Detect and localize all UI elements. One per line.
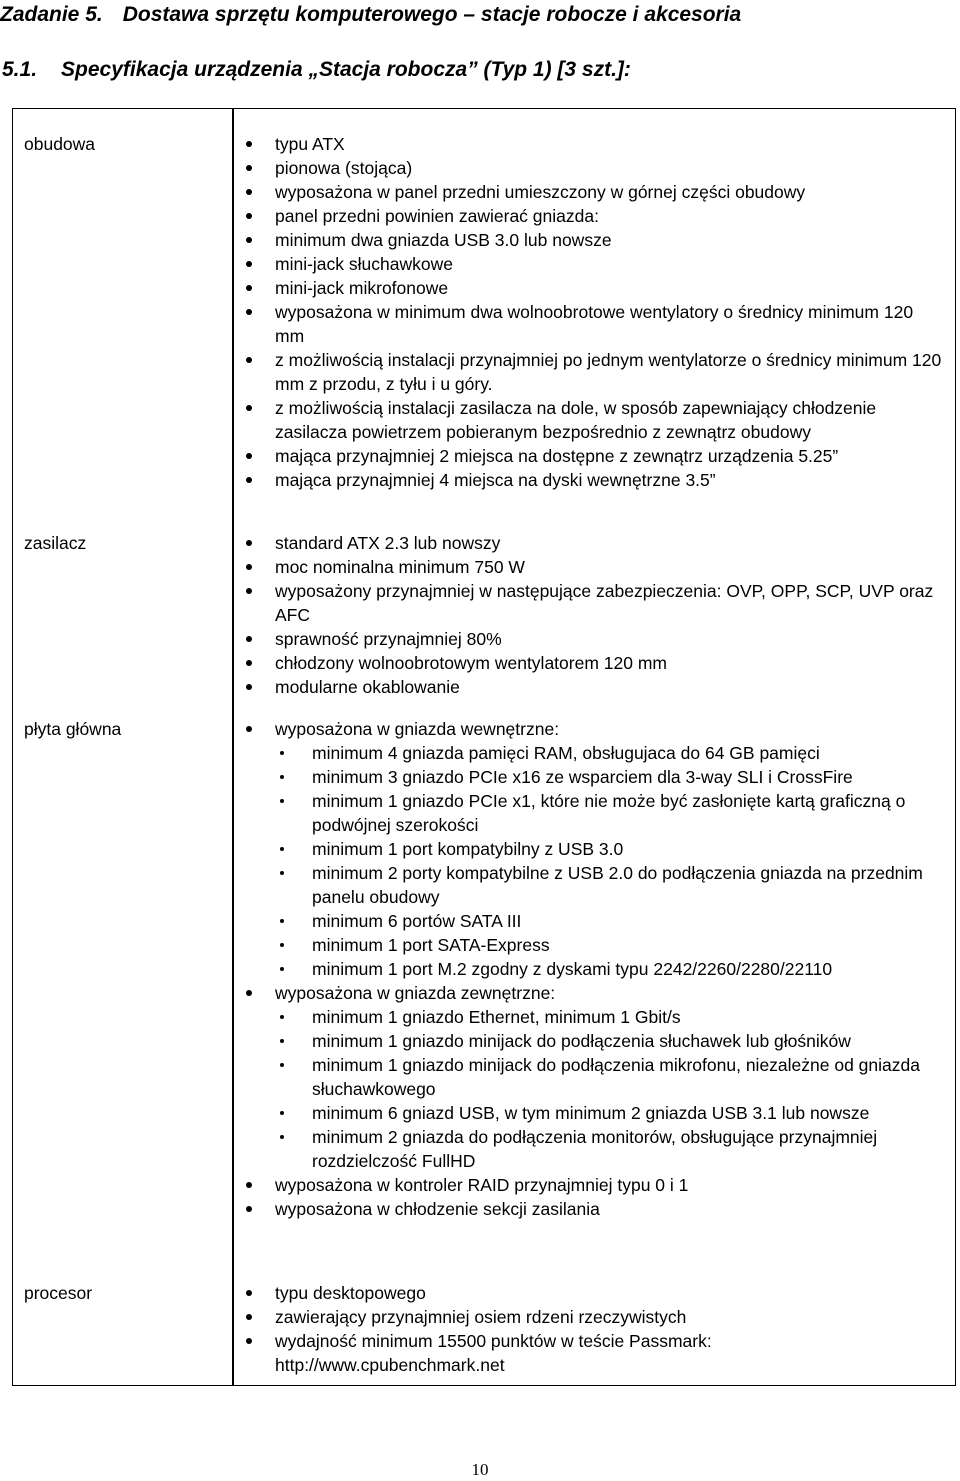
sub-list-item: minimum 1 port SATA-Express (275, 933, 945, 957)
list-item: minimum dwa gniazda USB 3.0 lub nowsze (275, 228, 945, 252)
list-item: standard ATX 2.3 lub nowszy (275, 531, 945, 555)
list-item: chłodzony wolnoobrotowym wentylatorem 120 mm (275, 651, 945, 675)
list-item: typu desktopowego (275, 1281, 945, 1305)
column-divider (232, 109, 234, 1385)
list-item: mini-jack mikrofonowe (275, 276, 945, 300)
section-heading (2, 58, 631, 82)
sub-list-item: minimum 1 port M.2 zgodny z dyskami typu 2242/2260/2280/22110 (275, 957, 945, 981)
section-title: Specyfikacja urządzenia „Stacja robocza” (Typ 1) [3 szt.]: (61, 58, 631, 81)
sub-list-item: minimum 1 gniazdo Ethernet, minimum 1 Gbit/s (275, 1005, 945, 1029)
obudowa-list (275, 132, 945, 492)
list-item: z możliwością instalacji zasilacza na dole, w sposób zapewniający chłodzenie zasilacza powietrzem pobieranym bezpośrednio z zewnątrz obudowy (275, 396, 945, 444)
row-label-procesor: procesor (24, 1283, 93, 1303)
list-item: mini-jack słuchawkowe (275, 252, 945, 276)
list-item: modularne okablowanie (275, 675, 945, 699)
external-ports-sublist (275, 1005, 945, 1173)
list-item-internal-ports (275, 717, 945, 981)
list-item: wyposażona w panel przedni umieszczony w górnej części obudowy (275, 180, 945, 204)
list-item: panel przedni powinien zawierać gniazda: (275, 204, 945, 228)
list-item: wyposażona w chłodzenie sekcji zasilania (275, 1197, 945, 1221)
list-item: wyposażony przynajmniej w następujące zabezpieczenia: OVP, OPP, SCP, UVP oraz AFC (275, 579, 945, 627)
list-item-text: wyposażona w gniazda zewnętrzne: (275, 983, 556, 1003)
sub-list-item: minimum 1 port kompatybilny z USB 3.0 (275, 837, 945, 861)
sub-list-item: minimum 1 gniazdo minijack do podłączenia słuchawek lub głośników (275, 1029, 945, 1053)
zasilacz-list (275, 531, 945, 699)
list-item: z możliwością instalacji przynajmniej po jednym wentylatorze o średnicy minimum 120 mm z przodu, z tyłu i u góry. (275, 348, 945, 396)
sub-list-item: minimum 2 porty kompatybilne z USB 2.0 do podłączenia gniazda na przednim panelu obudowy (275, 861, 945, 909)
list-item-text: wyposażona w gniazda wewnętrzne: (275, 719, 560, 739)
sub-list-item: minimum 6 portów SATA III (275, 909, 945, 933)
task-heading (0, 3, 741, 27)
list-item: sprawność przynajmniej 80% (275, 627, 945, 651)
sub-list-item: minimum 2 gniazda do podłączenia monitorów, obsługujące przynajmniej rozdzielczość FullHD (275, 1125, 945, 1173)
page-number: 10 (471, 1460, 489, 1479)
list-item: zawierający przynajmniej osiem rdzeni rzeczywistych (275, 1305, 945, 1329)
list-item: mająca przynajmniej 4 miejsca na dyski wewnętrzne 3.5” (275, 468, 945, 492)
list-item: pionowa (stojąca) (275, 156, 945, 180)
sub-list-item: minimum 6 gniazd USB, w tym minimum 2 gniazda USB 3.1 lub nowsze (275, 1101, 945, 1125)
list-item-external-ports (275, 981, 945, 1173)
sub-list-item: minimum 1 gniazdo PCIe x1, które nie może być zasłonięte kartą graficzną o podwójnej szerokości (275, 789, 945, 837)
sub-list-item: minimum 1 gniazdo minijack do podłączenia mikrofonu, niezależne od gniazda słuchawkowego (275, 1053, 945, 1101)
list-item: moc nominalna minimum 750 W (275, 555, 945, 579)
plyta-glowna-list (275, 717, 945, 1221)
list-item: typu ATX (275, 132, 945, 156)
procesor-list (275, 1281, 945, 1377)
internal-ports-sublist (275, 741, 945, 981)
sub-list-item: minimum 4 gniazda pamięci RAM, obsługujaca do 64 GB pamięci (275, 741, 945, 765)
sub-list-item: minimum 3 gniazdo PCIe x16 ze wsparciem dla 3-way SLI i CrossFire (275, 765, 945, 789)
list-item: wyposażona w kontroler RAID przynajmniej typu 0 i 1 (275, 1173, 945, 1197)
row-label-zasilacz: zasilacz (24, 533, 87, 553)
task-title: Dostawa sprzętu komputerowego – stacje robocze i akcesoria (122, 3, 742, 26)
list-item: wydajność minimum 15500 punktów w teście Passmark: http://www.cpubenchmark.net (275, 1329, 945, 1377)
section-number: 5.1. (2, 58, 38, 81)
list-item: wyposażona w minimum dwa wolnoobrotowe wentylatory o średnicy minimum 120 mm (275, 300, 945, 348)
row-label-obudowa: obudowa (24, 134, 96, 154)
task-number: Zadanie 5. (0, 3, 103, 26)
row-label-plyta-glowna: płyta główna (24, 719, 122, 739)
list-item: mająca przynajmniej 2 miejsca na dostępne z zewnątrz urządzenia 5.25” (275, 444, 945, 468)
spec-table (12, 108, 956, 1386)
